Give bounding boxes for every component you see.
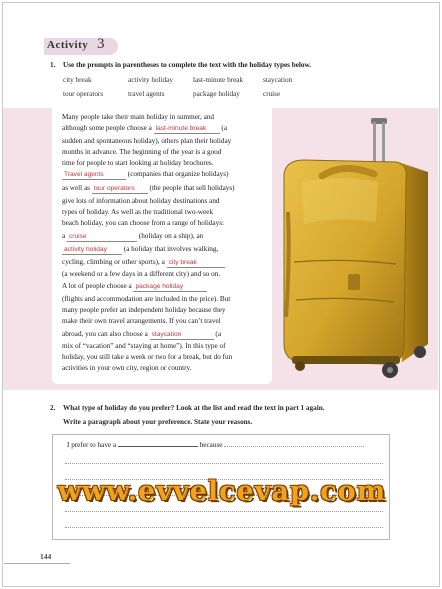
text-line: (flights and accommodation are included in the price). But <box>62 295 231 303</box>
text-line: mix of “vacation” and “staying at home”). In this type of <box>62 342 226 350</box>
writing-line[interactable] <box>65 527 383 528</box>
text-line: sudden and spontaneous holiday), others plan their holiday <box>62 137 232 145</box>
question-2-line-2: Write a paragraph about your preference. State your reasons. <box>63 418 253 426</box>
answer-blank[interactable]: Travel agents <box>62 171 126 180</box>
text-line: (a weekend or a few days in a different city) and so on. <box>62 270 221 278</box>
page-number: 144 <box>40 552 52 561</box>
writing-line[interactable] <box>65 463 383 464</box>
activity-number: 3 <box>97 36 105 52</box>
answer-blank[interactable]: package holiday <box>133 283 207 292</box>
writing-line[interactable] <box>65 511 383 512</box>
word-staycation: staycation <box>263 76 293 84</box>
word-tour-operators: tour operators <box>63 90 104 98</box>
text-line: many people prefer an independent holiday because they <box>62 306 226 314</box>
question-1-instruction: Use the prompts in parentheses to complete the text with the holiday types below. <box>63 61 312 69</box>
answer-blank[interactable]: last-minute break <box>154 125 220 134</box>
word-package-holiday: package holiday <box>193 90 240 98</box>
answer-blank[interactable]: staycation <box>150 331 214 340</box>
answer-blank[interactable]: city break <box>167 259 225 268</box>
text-line: a cruise (holiday on a ship), an <box>62 232 204 240</box>
question-1-number: 1. <box>50 61 56 69</box>
word-city-break: city break <box>63 76 92 84</box>
question-2-line-1: What type of holiday do you prefer? Look at the list and read the text in part 1 again. <box>63 404 325 412</box>
text-line: cycling, climbing or other sports), a city break <box>62 258 225 268</box>
text-line: holiday, you still take a week or two for a break, but do fun <box>62 353 233 361</box>
text-line: abroad, you can also choose a staycation (a <box>62 330 222 338</box>
text-line: activity holiday (a holiday that involves walking, <box>64 245 219 253</box>
text-line: Travel agents (companies that organize holidays) <box>64 170 229 178</box>
word-last-minute-break: last-minute break <box>193 76 244 84</box>
watermark: www.evvelcevap.com <box>57 476 387 507</box>
answer-blank[interactable]: cruise <box>67 233 137 242</box>
footer-line <box>4 563 70 564</box>
text-line: A lot of people choose a package holiday <box>62 282 207 292</box>
text-line: make their own travel arrangements. If you can’t travel <box>62 317 221 325</box>
activity-label: Activity <box>47 39 89 51</box>
text-line: beach holiday, you can choose from a range of holidays: <box>62 219 224 227</box>
word-travel-agents: travel agents <box>128 90 165 98</box>
text-line: Many people take their main holiday in summer, and <box>62 113 215 121</box>
word-activity-holiday: activity holiday <box>128 76 173 84</box>
prefer-line: I prefer to have a because <box>67 441 364 449</box>
text-line: activities in your own city, region or country. <box>62 364 192 372</box>
question-2-number: 2. <box>50 404 56 412</box>
word-cruise: cruise <box>263 90 281 98</box>
text-line: types of holiday. As well as the traditional two-week <box>62 208 214 216</box>
suitcase-image <box>278 112 436 387</box>
text-line: give lots of information about holiday destinations and <box>62 197 220 205</box>
text-line: time for people to start looking at holiday brochures. <box>62 159 214 167</box>
answer-blank[interactable]: tour operators <box>92 185 148 194</box>
text-line: months in advance. The beginning of the year is a good <box>62 148 222 156</box>
text-line: as well as tour operators (the people that sell holidays) <box>62 184 235 192</box>
text-line: although some people choose a last-minute break (a <box>62 124 228 132</box>
answer-blank[interactable]: activity holiday <box>62 246 122 255</box>
